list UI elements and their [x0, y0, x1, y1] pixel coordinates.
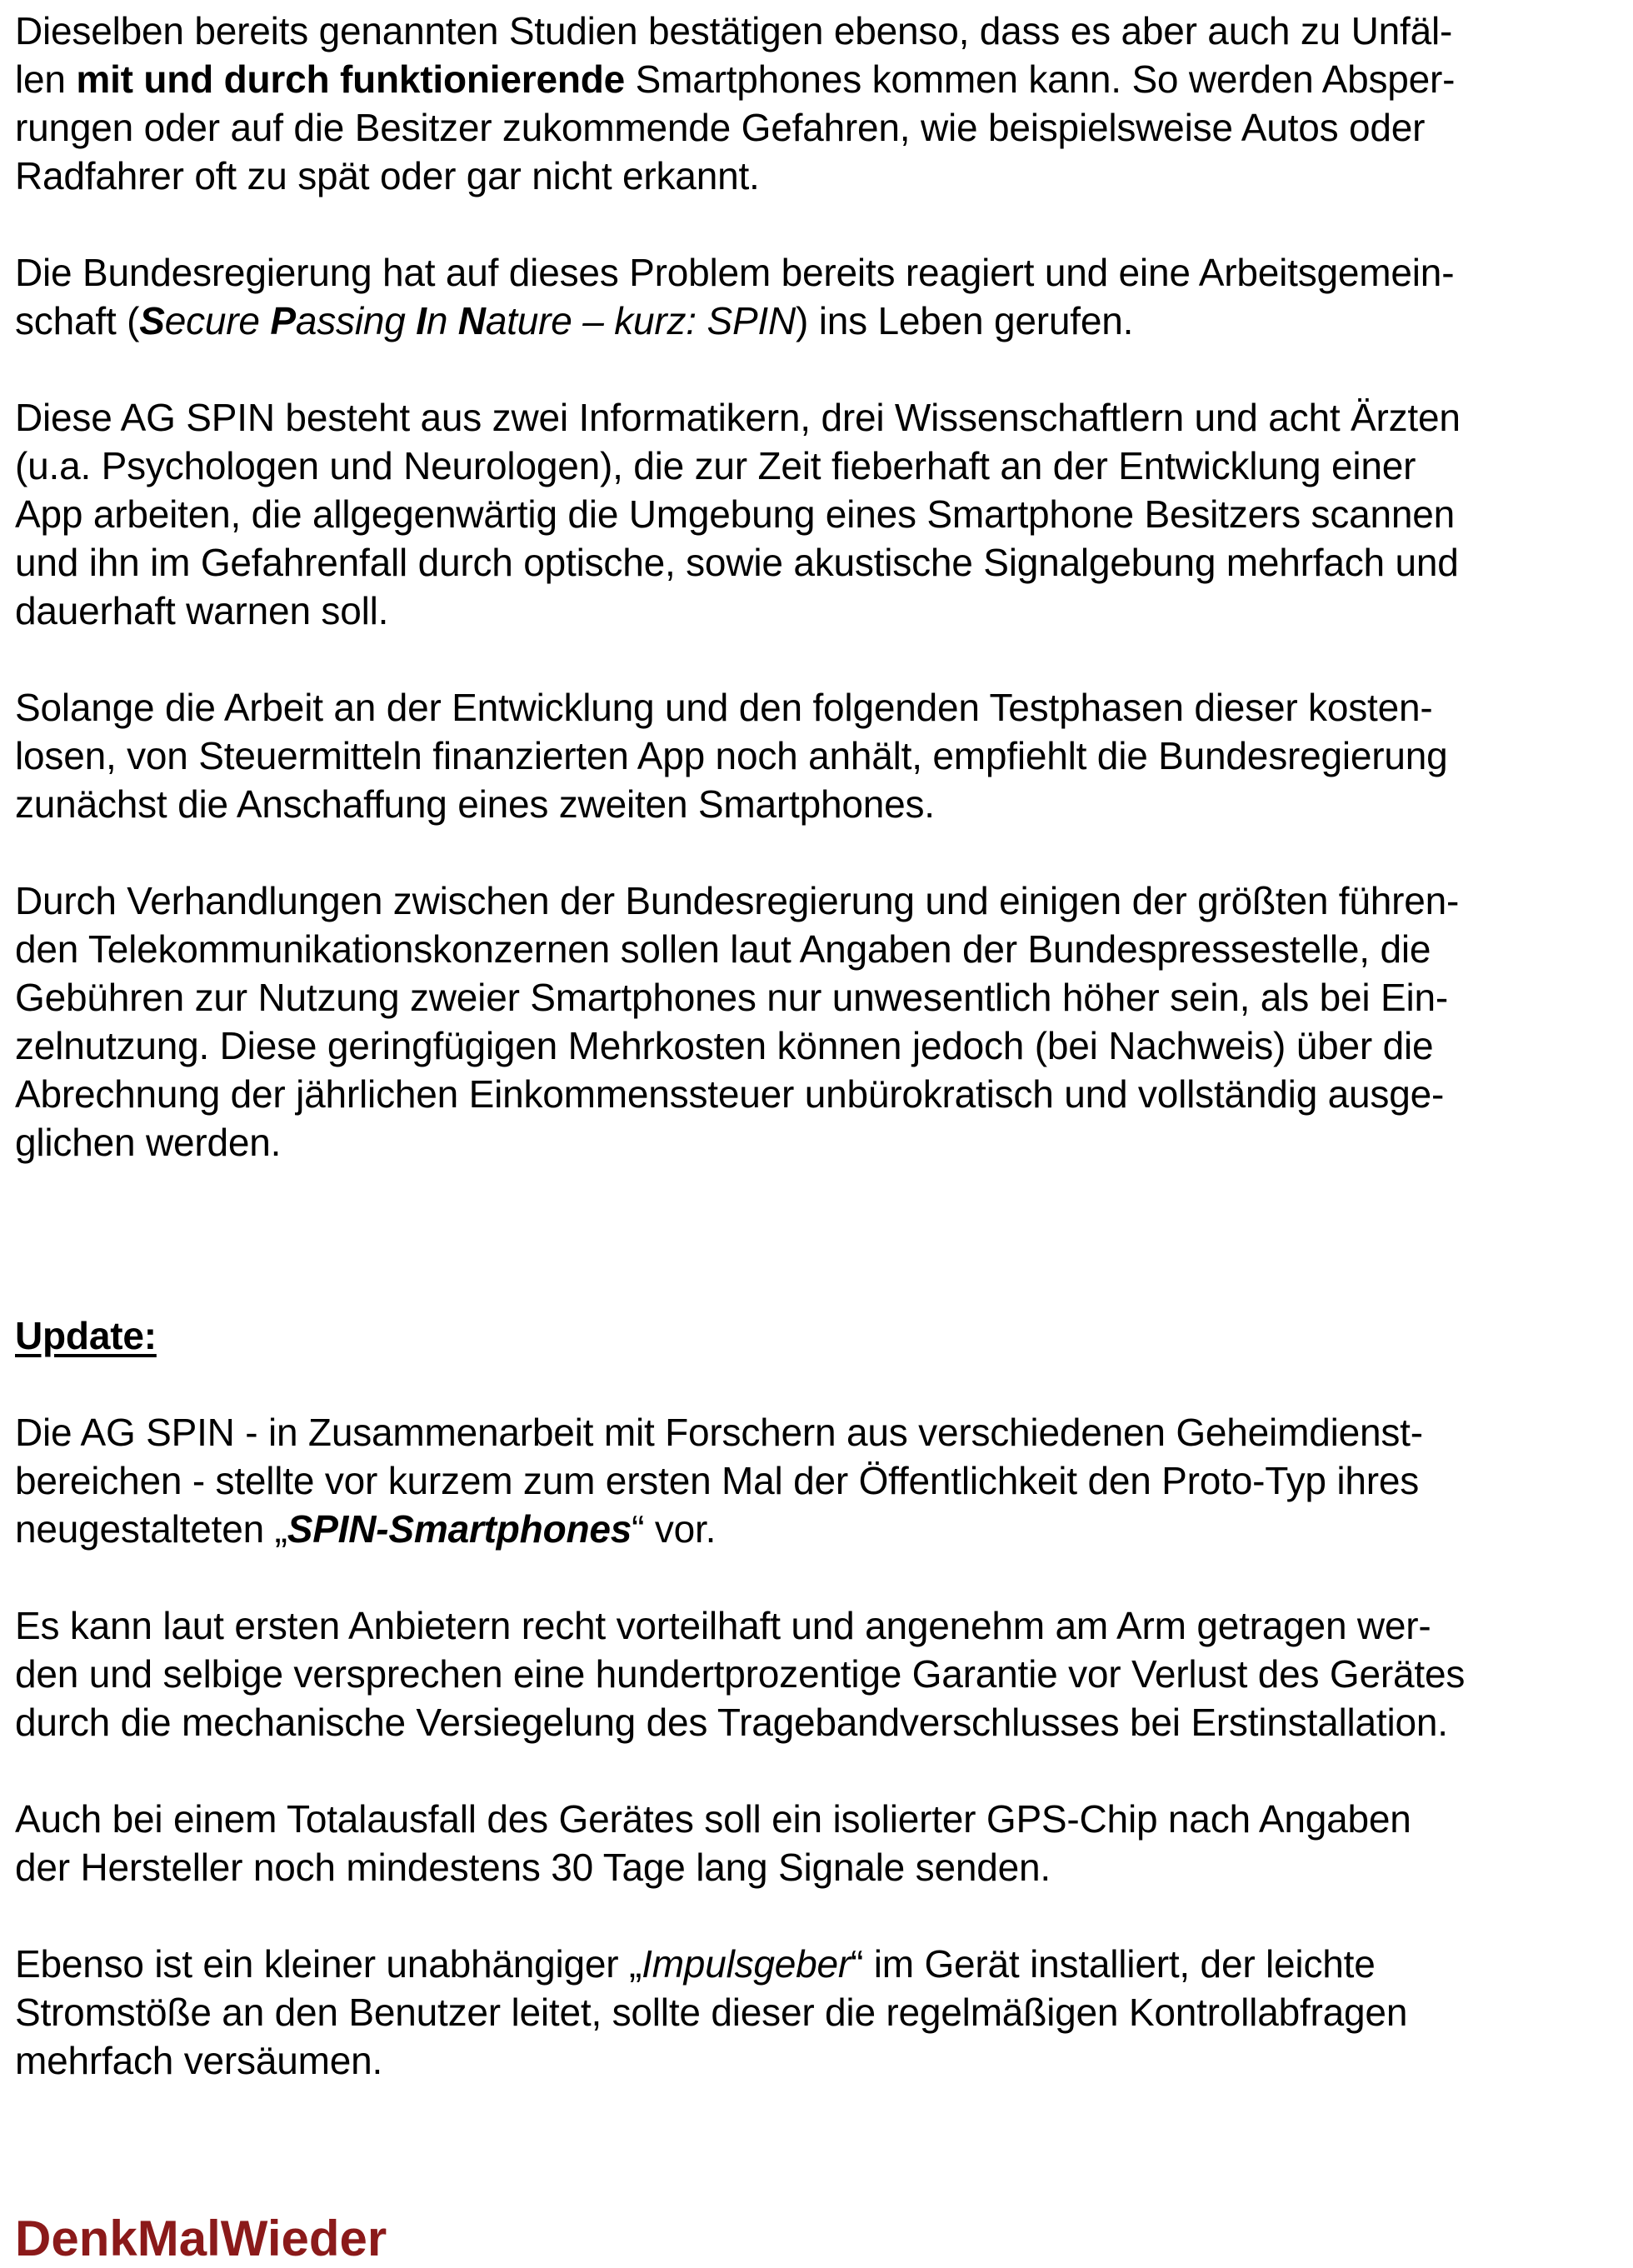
text-line: (u.a. Psychologen und Neurologen), die zur Zeit fieberhaft an der Entwicklung einer: [15, 444, 1416, 487]
paragraph-prototype: [15, 1408, 1623, 1553]
text-line: mehrfach versäumen.: [15, 2039, 383, 2082]
document-page: [15, 7, 1623, 2268]
text-line: [15, 297, 1623, 345]
text-line: Radfahrer oft zu spät oder gar nicht erkannt.: [15, 154, 760, 197]
text-run: schaft (: [15, 299, 140, 342]
text-run: n: [426, 299, 458, 342]
text-run: ature – kurz: SPIN: [485, 299, 797, 342]
text-line: und ihn im Gefahrenfall durch optische, sowie akustische Signalgebung mehrfach und: [15, 541, 1459, 584]
text-line: Solange die Arbeit an der Entwicklung und den folgenden Testphasen dieser kosten-: [15, 686, 1433, 729]
update-heading: Update:: [15, 1314, 157, 1357]
paragraph-arm-band: [15, 1601, 1623, 1746]
paragraph-gps-chip: [15, 1795, 1623, 1891]
text-run: “ im Gerät installiert, der leichte: [851, 1942, 1376, 1986]
paragraph-government: [15, 248, 1623, 345]
italic-term: Impulsgeber: [642, 1942, 851, 1986]
update-heading-block: [15, 1311, 1623, 1360]
text-line: Es kann laut ersten Anbietern recht vorteilhaft und angenehm am Arm getragen wer-: [15, 1604, 1431, 1647]
text-run: ecure: [164, 299, 271, 342]
text-line: Gebühren zur Nutzung zweier Smartphones nur unwesentlich höher sein, als bei Ein-: [15, 976, 1448, 1019]
text-line: [15, 55, 1623, 103]
text-line: Die AG SPIN - in Zusammenarbeit mit Forschern aus verschiedenen Geheimdienst-: [15, 1411, 1423, 1454]
text-line: glichen werden.: [15, 1121, 282, 1164]
acronym-letter: P: [270, 299, 296, 342]
text-line: den und selbige versprechen eine hundertprozentige Garantie vor Verlust des Gerätes: [15, 1652, 1466, 1696]
text-run: “ vor.: [632, 1507, 717, 1551]
text-line: Dieselben bereits genannten Studien bestätigen ebenso, dass es aber auch zu Unfäl-: [15, 9, 1453, 52]
signature: DenkMalWieder: [15, 2211, 387, 2266]
text-line: Durch Verhandlungen zwischen der Bundesregierung und einigen der größten führen-: [15, 879, 1460, 922]
text-line: dauerhaft warnen soll.: [15, 589, 389, 632]
product-name: SPIN-Smartphones: [287, 1507, 632, 1551]
text-line: zunächst die Anschaffung eines zweiten Smartphones.: [15, 782, 935, 826]
text-run: Smartphones kommen kann. So werden Absper-: [625, 57, 1456, 101]
text-run: Ebenso ist ein kleiner unabhängiger „: [15, 1942, 642, 1986]
text-line: Diese AG SPIN besteht aus zwei Informatikern, drei Wissenschaftlern und acht Ärzten: [15, 396, 1461, 439]
acronym-letter: N: [457, 299, 486, 342]
text-run: assing: [295, 299, 417, 342]
text-line: losen, von Steuermitteln finanzierten App noch anhält, empfiehlt die Bundesregierung: [15, 734, 1448, 777]
paragraph-impulse: [15, 1940, 1623, 2085]
text-line: durch die mechanische Versiegelung des Tragebandverschlusses bei Erstinstallation.: [15, 1701, 1448, 1744]
acronym-letter: I: [416, 299, 427, 342]
text-line: App arbeiten, die allgegenwärtig die Umgebung eines Smartphone Besitzers scannen: [15, 492, 1455, 536]
text-line: [15, 1505, 1623, 1553]
text-line: bereichen - stellte vor kurzem zum ersten Mal der Öffentlichkeit den Proto-Typ ihres: [15, 1459, 1420, 1502]
text-line: Die Bundesregierung hat auf dieses Problem bereits reagiert und eine Arbeitsgemein-: [15, 251, 1455, 294]
text-line: Abrechnung der jährlichen Einkommenssteuer unbürokratisch und vollständig ausge-: [15, 1072, 1445, 1116]
text-line: rungen oder auf die Besitzer zukommende Gefahren, wie beispielsweise Autos oder: [15, 106, 1426, 149]
text-line: [15, 1940, 1623, 1988]
text-line: zelnutzung. Diese geringfügigen Mehrkosten können jedoch (bei Nachweis) über die: [15, 1024, 1434, 1067]
text-run: len: [15, 57, 77, 101]
text-line: Stromstöße an den Benutzer leitet, sollte dieser die regelmäßigen Kontrollabfragen: [15, 1991, 1408, 2034]
paragraph-second-smartphone: [15, 683, 1623, 828]
text-line: den Telekommunikationskonzernen sollen laut Angaben der Bundespressestelle, die: [15, 927, 1431, 971]
text-run: ) ins Leben gerufen.: [796, 299, 1134, 342]
text-line: Auch bei einem Totalausfall des Gerätes soll ein isolierter GPS-Chip nach Angaben: [15, 1797, 1411, 1841]
paragraph-studies: [15, 7, 1623, 200]
paragraph-ag-spin: [15, 393, 1623, 635]
text-run: neugestalteten „: [15, 1507, 287, 1551]
text-line: der Hersteller noch mindestens 30 Tage lang Signale senden.: [15, 1846, 1051, 1889]
acronym-letter: S: [139, 299, 165, 342]
paragraph-negotiations: [15, 877, 1623, 1166]
bold-phrase: mit und durch funktionierende: [76, 57, 626, 101]
